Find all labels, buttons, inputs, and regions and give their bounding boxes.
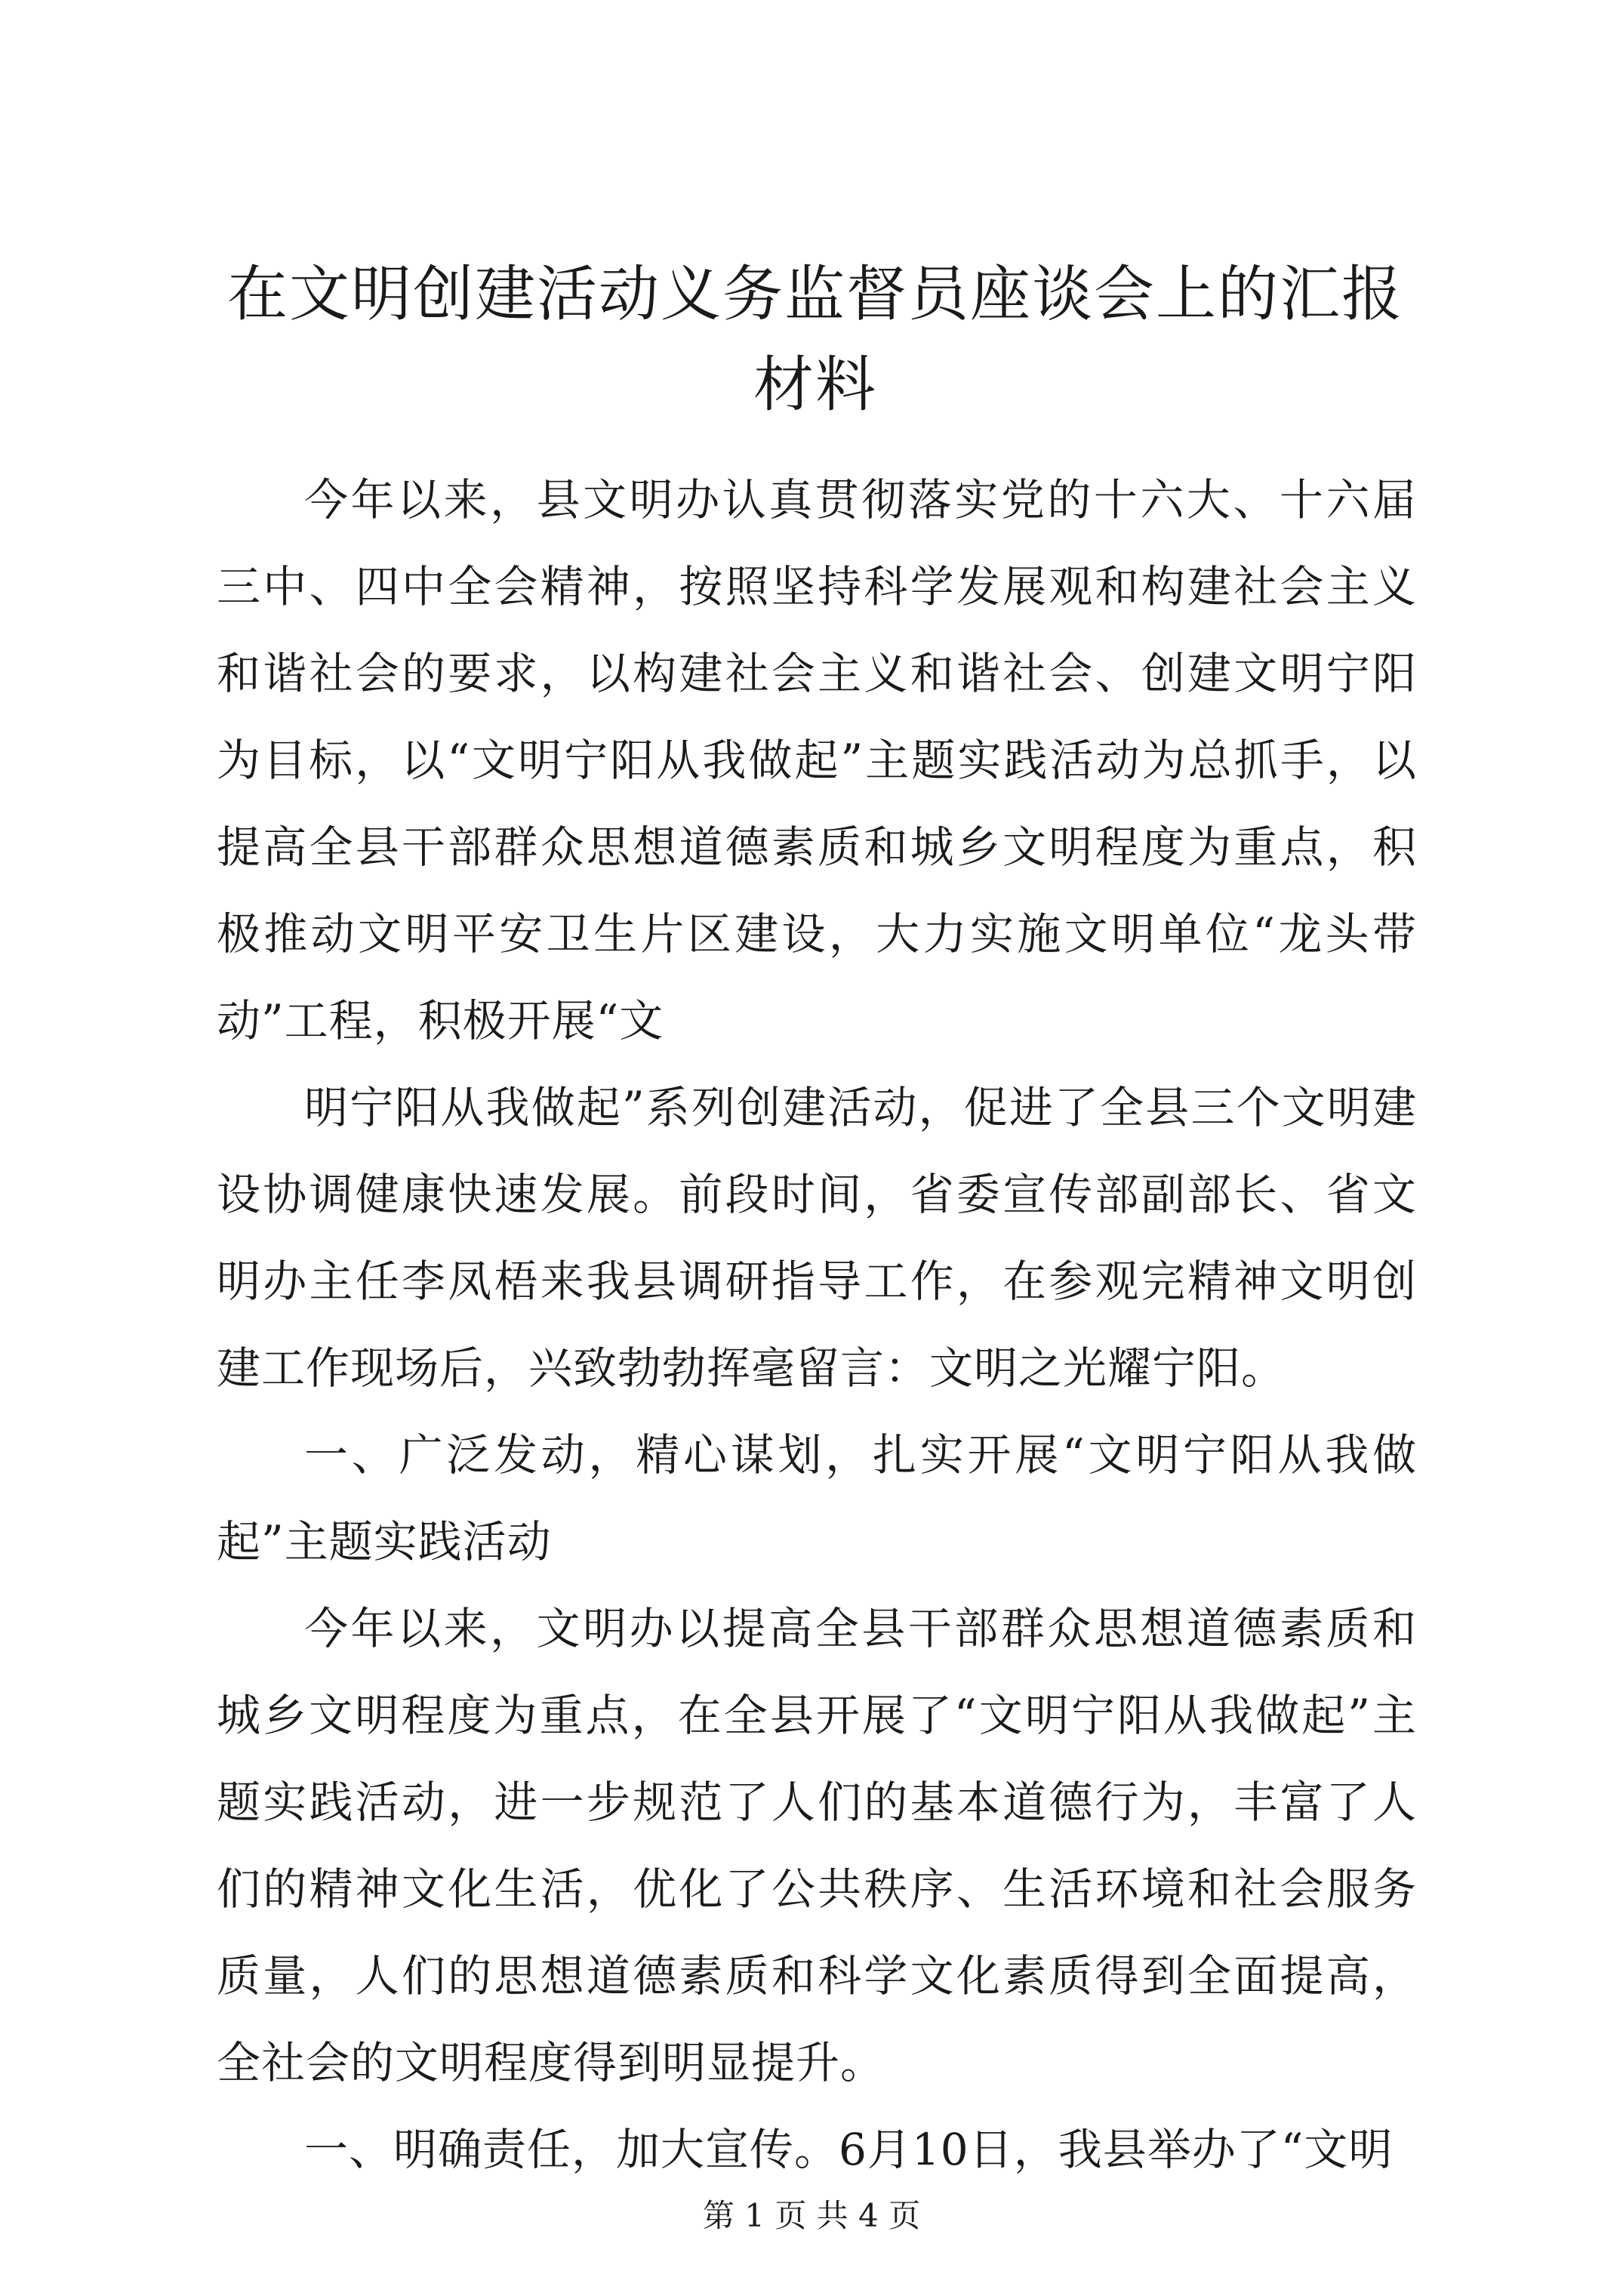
paragraph-continuation: 明宁阳从我做起”系列创建活动，促进了全县三个文明建设协调健康快速发展。前段时间，省委宣传部副部长、省文明办主任李凤梧来我县调研指导工作，在参观完精神文明创建工作现场后，兴致勃勃挥毫留言：文明之光耀宁阳。 bbox=[217, 1082, 1417, 1394]
document-body bbox=[217, 457, 1417, 2193]
section-heading-1: 一、广泛发动，精心谋划，扎实开展“文明宁阳从我做起”主题实践活动 bbox=[217, 1429, 1417, 1567]
page-footer: 第 1 页 共 4 页 bbox=[702, 2197, 921, 2234]
paragraph-section-1: 今年以来，文明办以提高全县干部群众思想道德素质和城乡文明程度为重点，在全县开展了“文明宁阳从我做起”主题实践活动，进一步规范了人们的基本道德行为，丰富了人们的精神文化生活，优化了公共秩序、生活环境和社会服务质量，人们的思想道德素质和科学文化素质得到全面提高，全社会的文明程度得到明显提升。 bbox=[217, 1603, 1417, 2088]
paragraph-subsection-1: 一、明确责任，加大宣传。6月10日，我县举办了“文明 bbox=[304, 2124, 1394, 2175]
paragraph-intro: 今年以来，县文明办认真贯彻落实党的十六大、十六届三中、四中全会精神，按照坚持科学发展观和构建社会主义和谐社会的要求，以构建社会主义和谐社会、创建文明宁阳为目标，以“文明宁阳从我做起”主题实践活动为总抓手，以提高全县干部群众思想道德素质和城乡文明程度为重点，积极推动文明平安卫生片区建设，大力实施文明单位“龙头带动”工程，积极开展“文 bbox=[217, 474, 1417, 1046]
document-title: 在文明创建活动义务监督员座谈会上的汇报材料 bbox=[227, 259, 1403, 420]
